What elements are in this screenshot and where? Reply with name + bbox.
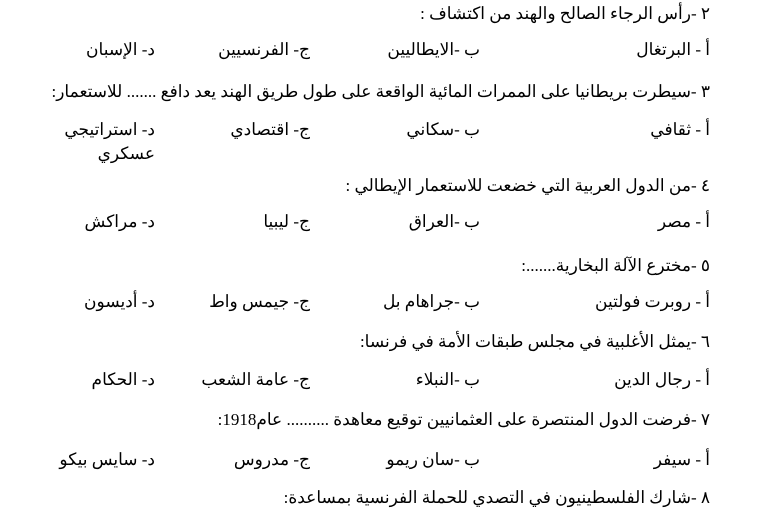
question-4: ٤ -من الدول العربية التي خضعت للاستعمار الإيطالي : <box>345 176 710 195</box>
q3-option-c: ج- اقتصادي <box>230 120 310 139</box>
question-8: ٨ -شارك الفلسطينيون في التصدي للحملة الفرنسية بمساعدة: <box>283 488 710 507</box>
q2-option-d: د- الإسبان <box>86 40 155 59</box>
q6-option-a: أ - رجال الدين <box>614 370 710 389</box>
question-7: ٧ -فرضت الدول المنتصرة على العثمانيين توقيع معاهدة .......... عام1918: <box>217 410 710 429</box>
q3-option-d: د- استراتيجي <box>64 120 155 139</box>
q6-option-b: ب -النبلاء <box>415 370 480 389</box>
q5-option-c: ج- جيمس واط <box>209 292 310 311</box>
q7-option-b: ب -سان ريمو <box>386 450 480 469</box>
q2-option-a: أ - البرتغال <box>636 40 710 59</box>
question-5: ٥ -مخترع الآلة البخارية.......: <box>521 256 710 275</box>
q7-option-d: د- سايس بيكو <box>59 450 155 469</box>
q6-option-d: د- الحكام <box>91 370 155 389</box>
q4-option-c: ج- ليبيا <box>263 212 310 231</box>
q3-option-b: ب -سكاني <box>406 120 480 139</box>
q7-option-a: أ - سيفر <box>653 450 710 469</box>
q4-option-d: د- مراكش <box>84 212 155 231</box>
q6-option-c: ج- عامة الشعب <box>201 370 310 389</box>
q2-option-c: ج- الفرنسيين <box>218 40 310 59</box>
q3-option-a: أ - ثقافي <box>650 120 710 139</box>
q5-option-b: ب -جراهام بل <box>382 292 480 311</box>
q4-option-b: ب -العراق <box>408 212 480 231</box>
question-2: ٢ -رأس الرجاء الصالح والهند من اكتشاف : <box>420 4 710 23</box>
q5-option-a: أ - روبرت فولتين <box>595 292 710 311</box>
q3-option-d-continued: عسكري <box>97 144 155 163</box>
question-3: ٣ -سيطرت بريطانيا على الممرات المائية الواقعة على طول طريق الهند يعد دافع ....... للاستعمار: <box>51 82 710 101</box>
q7-option-c: ج- مدروس <box>233 450 310 469</box>
q4-option-a: أ - مصر <box>657 212 710 231</box>
q5-option-d: د- أديسون <box>84 292 155 311</box>
q2-option-b: ب -الايطاليين <box>387 40 480 59</box>
question-6: ٦ -يمثل الأغلبية في مجلس طبقات الأمة في فرنسا: <box>359 332 710 351</box>
